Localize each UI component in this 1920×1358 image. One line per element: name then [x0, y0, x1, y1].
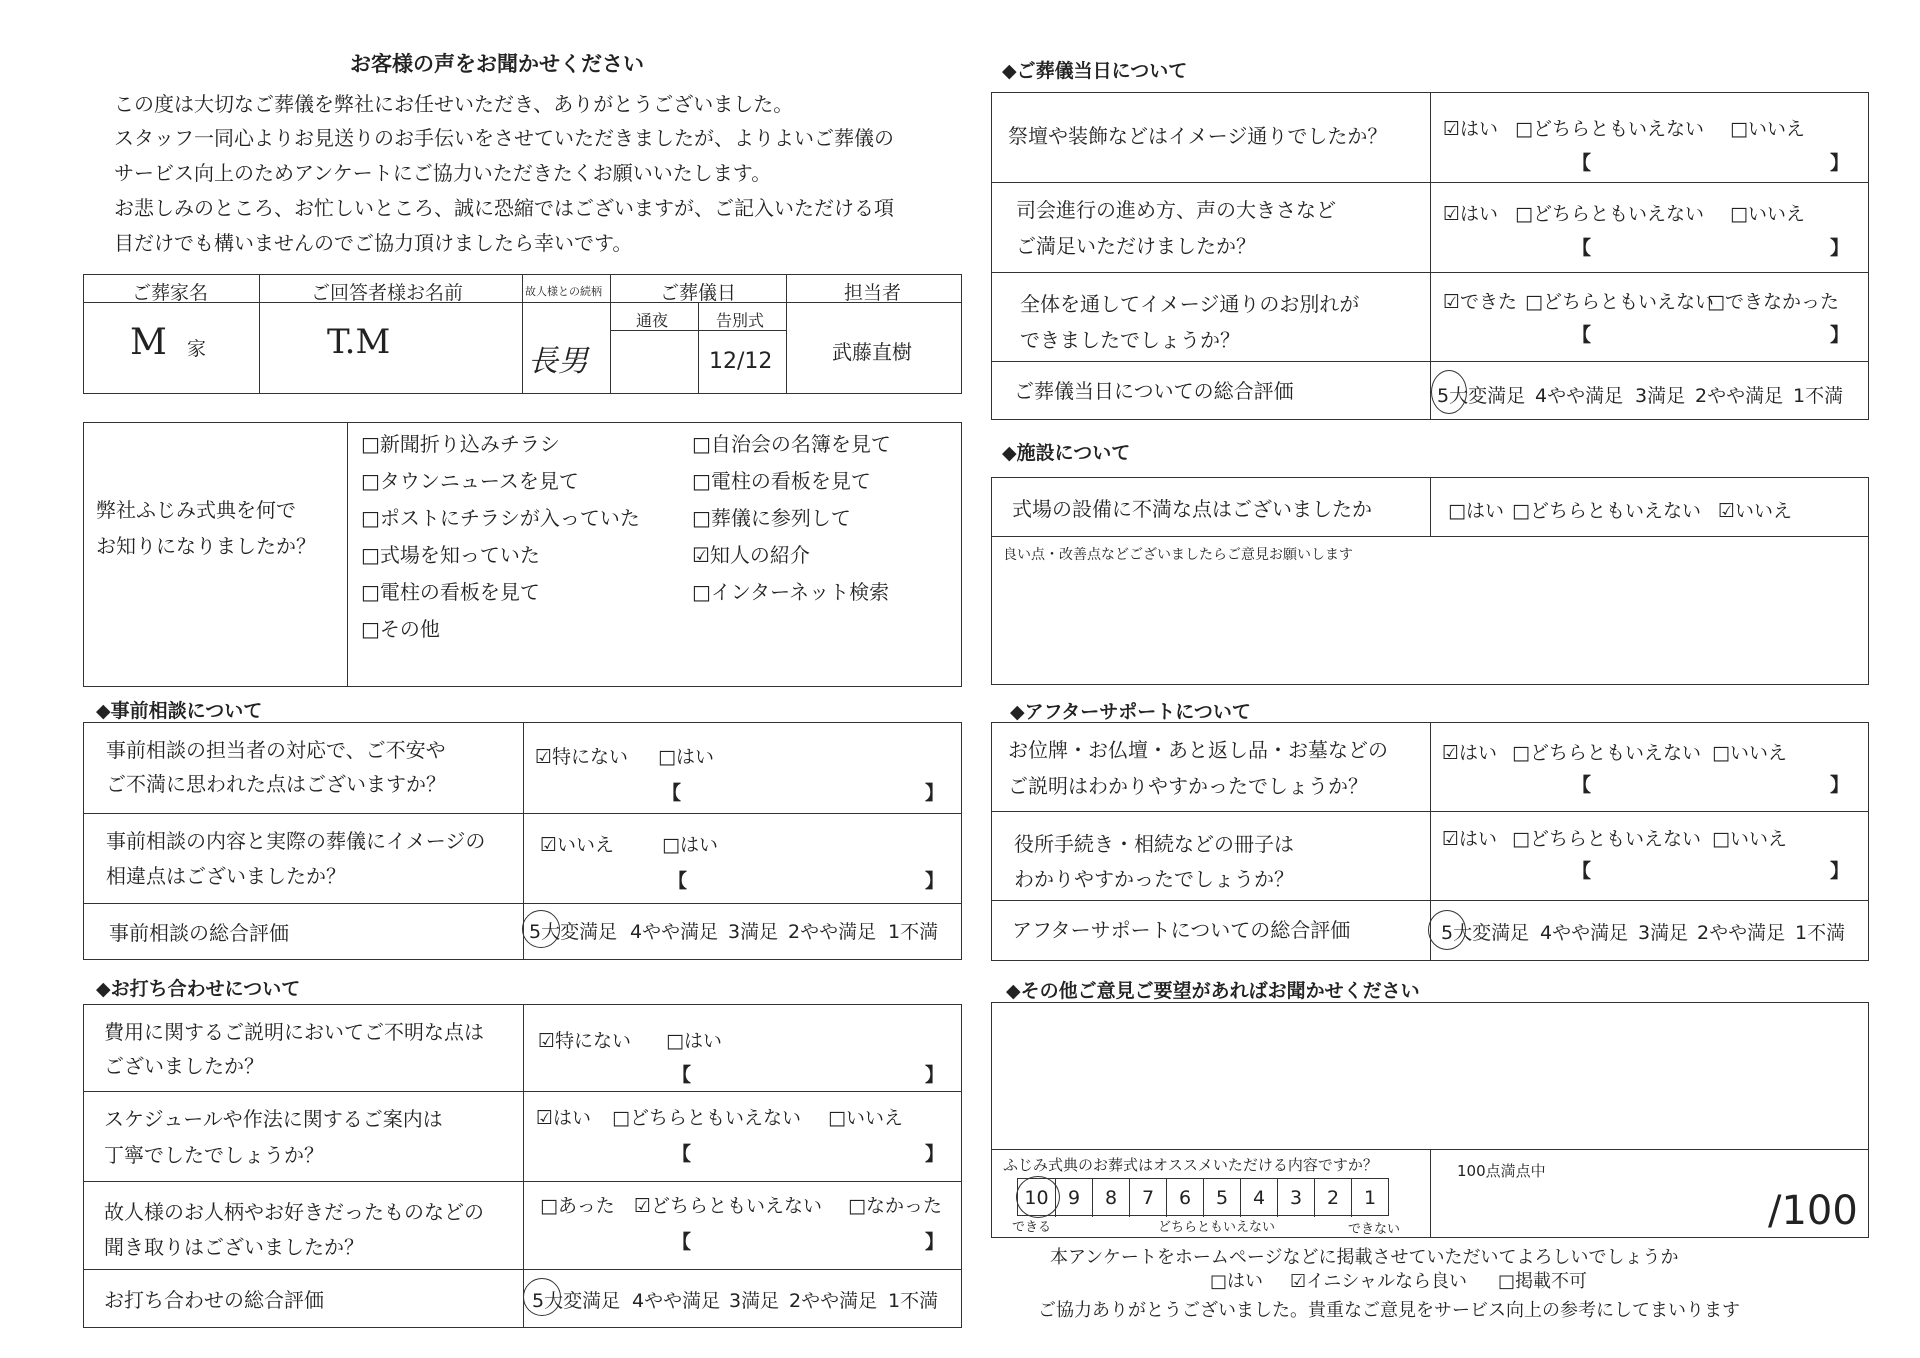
facility-comment-area[interactable]	[993, 566, 1867, 683]
meeting-q1-line2: ございましたか？	[104, 1054, 264, 1078]
after-q1-opt-neutral[interactable]: □どちらともいえない	[1512, 742, 1701, 764]
scale-selected-circle	[1016, 1176, 1060, 1218]
header-respondent: ご回答者様お名前	[311, 282, 464, 304]
dayof-q3-opt-yes[interactable]: ☑できた	[1443, 291, 1518, 313]
source-question-1: 弊社ふじみ式典を何で	[96, 498, 296, 522]
dayof-q3-bracket-open: 【	[1572, 324, 1592, 346]
intro-line-2: スタッフ一同心よりお見送りのお手伝いをさせていただきましたが、よりよいご葬儀の	[114, 126, 894, 150]
meeting-q1-bracket-close: 】	[925, 1064, 945, 1086]
dayof-title: ◆ご葬儀当日について	[1002, 60, 1188, 82]
meeting-q1-opt-yes[interactable]: □はい	[666, 1030, 722, 1052]
meeting-q2-line2: 丁寧でしたでしょうか？	[104, 1143, 324, 1167]
meeting-selected-circle	[523, 1278, 561, 1316]
scale-cell[interactable]: 8	[1092, 1179, 1129, 1217]
meeting-q2-opt-neutral[interactable]: □どちらともいえない	[612, 1107, 801, 1129]
dayof-rating-1[interactable]: 1不満	[1793, 385, 1844, 407]
after-q1-opt-no[interactable]: □いいえ	[1712, 742, 1787, 764]
after-q1-bracket-close: 】	[1830, 774, 1850, 796]
scale-cell[interactable]: 1	[1351, 1179, 1388, 1217]
header-relation: 故人様との続柄	[525, 285, 602, 298]
dayof-q1-opt-neutral[interactable]: □どちらともいえない	[1515, 118, 1704, 140]
after-q2-line2: わかりやすかったでしょうか？	[1014, 867, 1294, 891]
dayof-q2-opt-yes[interactable]: ☑はい	[1443, 203, 1499, 225]
dayof-rating-3[interactable]: 3満足	[1635, 385, 1686, 407]
source-option[interactable]: □タウンニュースを見て	[361, 469, 579, 493]
meeting-q3-bracket-close: 】	[925, 1231, 945, 1253]
source-option[interactable]: ☑知人の紹介	[692, 543, 810, 567]
other-comment-area[interactable]	[993, 1004, 1867, 1148]
dayof-q2-opt-neutral[interactable]: □どちらともいえない	[1515, 203, 1704, 225]
staff-value: 武藤直樹	[832, 340, 912, 364]
after-q2-opt-no[interactable]: □いいえ	[1712, 828, 1787, 850]
dayof-rating-2[interactable]: 2やや満足	[1695, 385, 1784, 407]
dayof-q1-bracket-close: 】	[1830, 152, 1850, 174]
prior-rating-3[interactable]: 3満足	[728, 921, 779, 943]
meeting-overall-label: お打ち合わせの総合評価	[104, 1288, 324, 1312]
header-wake: 通夜	[636, 311, 669, 330]
prior-q2-opt-no[interactable]: ☑いいえ	[540, 834, 615, 856]
intro-line-3: サービス向上のためアンケートにご協力いただきたくお願いいたします。	[114, 161, 772, 185]
dayof-rating-5[interactable]: 5大変満足	[1437, 385, 1526, 407]
scale-cell[interactable]: 6	[1166, 1179, 1203, 1217]
meeting-q2-bracket-open: 【	[672, 1143, 692, 1165]
prior-q1-line1: 事前相談の担当者の対応で、ご不安や	[106, 738, 446, 762]
publish-opt-no[interactable]: □掲載不可	[1498, 1271, 1588, 1292]
family-initial: M	[130, 322, 167, 363]
source-option[interactable]: □新聞折り込みチラシ	[361, 432, 560, 456]
meeting-q3-opt-neutral[interactable]: ☑どちらともいえない	[634, 1195, 823, 1217]
intro-line-5: 目だけでも構いませんのでご協力頂けましたら幸いです。	[114, 231, 633, 255]
meeting-q3-opt-no[interactable]: □なかった	[848, 1195, 942, 1217]
prior-q1-bracket-close: 】	[925, 782, 945, 804]
after-rating-2[interactable]: 2やや満足	[1697, 922, 1786, 944]
intro-line-1: この度は大切なご葬儀を弊社にお任せいただき、ありがとうございました。	[114, 92, 794, 116]
dayof-overall-label: ご葬儀当日についての総合評価	[1014, 379, 1294, 403]
facility-title: ◆施設について	[1002, 442, 1131, 464]
meeting-q1-bracket-open: 【	[672, 1064, 692, 1086]
scale-label-left: できる	[1012, 1220, 1052, 1235]
meeting-q3-opt-yes[interactable]: □あった	[540, 1195, 615, 1217]
respondent-name: T.M	[327, 322, 391, 362]
dayof-q2-line2: ご満足いただけましたか？	[1016, 234, 1256, 258]
header-staff: 担当者	[844, 282, 902, 304]
after-title: ◆アフターサポートについて	[1010, 701, 1251, 723]
dayof-q2-bracket-close: 】	[1830, 237, 1850, 259]
source-option[interactable]: □電柱の看板を見て	[361, 580, 540, 604]
meeting-q2-line1: スケジュールや作法に関するご案内は	[104, 1107, 443, 1131]
source-option[interactable]: □式場を知っていた	[361, 543, 540, 567]
header-family: ご葬家名	[132, 282, 209, 304]
source-option[interactable]: □電柱の看板を見て	[692, 469, 871, 493]
score-label: 100点満点中	[1457, 1162, 1546, 1180]
thanks-message: ご協力ありがとうございました。貴重なご意見をサービス向上の参考にしてまいります	[1038, 1300, 1740, 1321]
dayof-q3-opt-neutral[interactable]: □どちらともいえない	[1525, 291, 1714, 313]
after-rating-4[interactable]: 4やや満足	[1540, 922, 1629, 944]
source-option[interactable]: □自治会の名簿を見て	[692, 432, 891, 456]
publish-opt-initials[interactable]: ☑イニシャルなら良い	[1290, 1271, 1468, 1292]
scale-cell[interactable]: 7	[1129, 1179, 1166, 1217]
prior-q2-bracket-open: 【	[668, 870, 688, 892]
after-q1-line1: お位牌・お仏壇・あと返し品・お墓などの	[1008, 738, 1388, 762]
after-q2-opt-neutral[interactable]: □どちらともいえない	[1512, 828, 1701, 850]
meeting-rating-4[interactable]: 4やや満足	[632, 1290, 721, 1312]
recommend-scale	[1017, 1178, 1389, 1216]
prior-q1-opt-none[interactable]: ☑特にない	[535, 746, 629, 768]
facility-comment-label: 良い点・改善点などございましたらご意見お願いします	[1003, 547, 1353, 563]
after-selected-circle	[1428, 910, 1466, 950]
header-funeral: 告別式	[716, 311, 765, 330]
dayof-q2-bracket-open: 【	[1572, 237, 1592, 259]
meeting-q3-line1: 故人様のお人柄やお好きだったものなどの	[104, 1200, 484, 1224]
family-suffix: 家	[187, 338, 207, 360]
scale-cell[interactable]: 9	[1055, 1179, 1092, 1217]
meeting-q3-line2: 聞き取りはございましたか？	[104, 1235, 364, 1259]
prior-q1-line2: ご不満に思われた点はございますか？	[106, 772, 446, 796]
other-title: ◆その他ご意見ご要望があればお聞かせください	[1006, 980, 1420, 1002]
facility-opt-neutral[interactable]: □どちらともいえない	[1512, 500, 1701, 522]
prior-q1-bracket-open: 【	[662, 782, 682, 804]
meeting-rating-3[interactable]: 3満足	[729, 1290, 780, 1312]
dayof-q3-bracket-close: 】	[1830, 324, 1850, 346]
prior-rating-1[interactable]: 1不満	[888, 921, 939, 943]
prior-q2-line2: 相違点はございましたか？	[106, 864, 346, 888]
prior-rating-5[interactable]: 5大変満足	[529, 921, 618, 943]
meeting-q2-bracket-close: 】	[925, 1143, 945, 1165]
after-rating-3[interactable]: 3満足	[1638, 922, 1689, 944]
after-q2-opt-yes[interactable]: ☑はい	[1442, 828, 1498, 850]
dayof-q1-bracket-open: 【	[1572, 152, 1592, 174]
prior-q2-opt-yes[interactable]: □はい	[662, 834, 718, 856]
meeting-q1-line1: 費用に関するご説明においてご不明な点は	[104, 1020, 484, 1044]
source-option[interactable]: □インターネット検索	[692, 580, 890, 604]
facility-question: 式場の設備に不満な点はございましたか	[1012, 497, 1372, 521]
meeting-title: ◆お打ち合わせについて	[96, 978, 301, 1000]
prior-selected-circle	[522, 910, 560, 948]
scale-cell[interactable]: 3	[1277, 1179, 1314, 1217]
prior-rating-4[interactable]: 4やや満足	[630, 921, 719, 943]
dayof-q2-line1: 司会進行の進め方、声の大きさなど	[1016, 198, 1336, 222]
source-option[interactable]: □葬儀に参列して	[692, 506, 851, 530]
dayof-q3-line1: 全体を通してイメージ通りのお別れが	[1020, 292, 1360, 316]
meeting-q3-bracket-open: 【	[672, 1231, 692, 1253]
relation-value: 長男	[528, 344, 588, 379]
source-option[interactable]: □その他	[361, 617, 440, 641]
intro-line-4: お悲しみのところ、お忙しいところ、誠に恐縮ではございますが、ご記入いただける項	[114, 196, 894, 220]
publish-question: 本アンケートをホームページなどに掲載させていただいてよろしいでしょうか	[1050, 1247, 1679, 1268]
header-date: ご葬儀日	[660, 282, 737, 304]
dayof-q3-line2: できましたでしょうか？	[1020, 328, 1240, 352]
dayof-selected-circle	[1431, 370, 1467, 414]
source-option[interactable]: □ポストにチラシが入っていた	[361, 506, 640, 530]
scale-cell[interactable]: 5	[1203, 1179, 1240, 1217]
prior-q2-line1: 事前相談の内容と実際の葬儀にイメージの	[106, 829, 486, 853]
prior-overall-label: 事前相談の総合評価	[109, 921, 289, 945]
scale-cell[interactable]: 10	[1024, 1187, 1049, 1209]
meeting-rating-2[interactable]: 2やや満足	[789, 1290, 878, 1312]
prior-title: ◆事前相談について	[96, 700, 263, 722]
after-q2-bracket-close: 】	[1830, 860, 1850, 882]
after-overall-label: アフターサポートについての総合評価	[1012, 918, 1351, 942]
recommend-question: ふじみ式典のお葬式はオススメいただける内容ですか？	[1003, 1156, 1378, 1174]
dayof-q3-opt-no[interactable]: □できなかった	[1707, 291, 1839, 313]
dayof-q1-opt-yes[interactable]: ☑はい	[1443, 118, 1499, 140]
score-input[interactable]: /100	[1768, 1188, 1858, 1234]
page-title: お客様の声をお聞かせください	[350, 52, 644, 76]
meeting-q2-opt-no[interactable]: □いいえ	[828, 1107, 903, 1129]
prior-q1-opt-yes[interactable]: □はい	[658, 746, 714, 768]
prior-q2-bracket-close: 】	[925, 870, 945, 892]
dayof-rating-4[interactable]: 4やや満足	[1535, 385, 1624, 407]
after-rating-5[interactable]: 5大変満足	[1441, 922, 1530, 944]
after-q2-bracket-open: 【	[1572, 860, 1592, 882]
scale-cell[interactable]: 4	[1240, 1179, 1277, 1217]
publish-opt-yes[interactable]: □はい	[1210, 1271, 1264, 1292]
meeting-rating-1[interactable]: 1不満	[888, 1290, 939, 1312]
meeting-rating-5[interactable]: 5大変満足	[532, 1290, 621, 1312]
dayof-q2-opt-no[interactable]: □いいえ	[1730, 203, 1805, 225]
after-rating-1[interactable]: 1不満	[1795, 922, 1846, 944]
facility-opt-no[interactable]: ☑いいえ	[1718, 500, 1793, 522]
source-question-2: お知りになりましたか？	[96, 534, 316, 558]
facility-opt-yes[interactable]: □はい	[1448, 500, 1504, 522]
after-q1-bracket-open: 【	[1572, 774, 1592, 796]
dayof-q1-opt-no[interactable]: □いいえ	[1730, 118, 1805, 140]
meeting-q2-opt-yes[interactable]: ☑はい	[536, 1107, 592, 1129]
prior-rating-2[interactable]: 2やや満足	[788, 921, 877, 943]
dayof-q1: 祭壇や装飾などはイメージ通りでしたか？	[1008, 124, 1388, 148]
scale-label-right: できない	[1348, 1222, 1401, 1237]
funeral-value: 12/12	[709, 349, 773, 374]
scale-cell[interactable]: 2	[1314, 1179, 1351, 1217]
meeting-q1-opt-none[interactable]: ☑特にない	[538, 1030, 632, 1052]
scale-label-mid: どちらともいえない	[1158, 1220, 1276, 1235]
after-q1-line2: ご説明はわかりやすかったでしょうか？	[1008, 774, 1368, 798]
after-q1-opt-yes[interactable]: ☑はい	[1442, 742, 1498, 764]
after-q2-line1: 役所手続き・相続などの冊子は	[1014, 832, 1294, 856]
